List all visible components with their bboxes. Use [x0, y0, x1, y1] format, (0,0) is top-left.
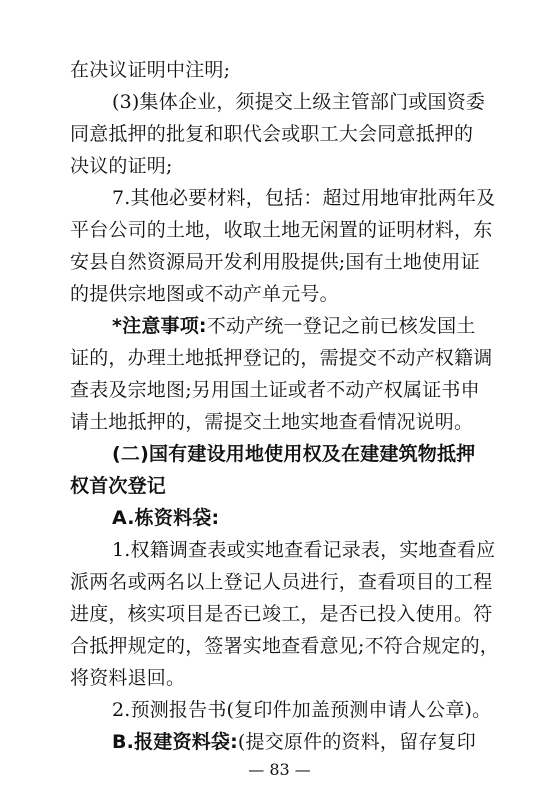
text-line-10: 查表及宗地图;另用国土证或者不动产权属证书申	[70, 379, 480, 401]
text-line-15: 合抵押规定的，签署实地查看意见;不符合规定的，	[70, 635, 500, 657]
text-line-3: 同意抵押的批复和职代会或职工大会同意抵押的	[70, 123, 474, 145]
section-heading-line-2: 权首次登记	[70, 475, 167, 497]
text-line-16: 将资料退回。	[70, 667, 186, 689]
text-line-5: 7.其他必要材料，包括：超过用地审批两年及	[112, 187, 496, 209]
subsection-a-heading: A.栋资料袋:	[112, 507, 220, 529]
page-number: — 83 —	[248, 760, 311, 779]
text-line-12: 1.权籍调查表或实地查看记录表，实地查看应	[112, 539, 496, 561]
text-line-13: 派两名或两名以上登记人员进行，查看项目的工程	[70, 571, 493, 593]
text-line-14: 进度，核实项目是否已竣工，是否已投入使用。符	[70, 603, 493, 625]
notice-line	[112, 310, 542, 342]
subsection-b-heading: B.报建资料袋:	[112, 731, 238, 753]
text-line-7: 安县自然资源局开发利用股提供;国有土地使用证	[70, 251, 480, 273]
text-line-6: 平台公司的土地，收取土地无闲置的证明材料，东	[70, 219, 493, 241]
text-line-17: 2.预测报告书(复印件加盖预测申请人公章)。	[112, 699, 492, 721]
section-heading-line-1: (二)国有建设用地使用权及在建建筑物抵押	[112, 443, 476, 465]
subsection-b-text: (提交原件的资料，留存复印	[237, 731, 476, 753]
text-line-4: 决议的证明;	[70, 155, 173, 177]
subsection-b-line	[112, 726, 542, 758]
text-line-8: 的提供宗地图或不动产单元号。	[70, 283, 339, 305]
text-line-9: 证的，办理土地抵押登记的，需提交不动产权籍调	[70, 347, 493, 369]
notice-text: 不动产统一登记之前已核发国土	[206, 315, 476, 337]
text-line-2: (3)集体企业，须提交上级主管部门或国资委	[112, 91, 486, 113]
notice-label: *注意事项:	[112, 315, 207, 337]
text-line-11: 请土地抵押的，需提交土地实地查看情况说明。	[70, 411, 474, 433]
text-line-1: 在决议证明中注明;	[70, 59, 231, 81]
